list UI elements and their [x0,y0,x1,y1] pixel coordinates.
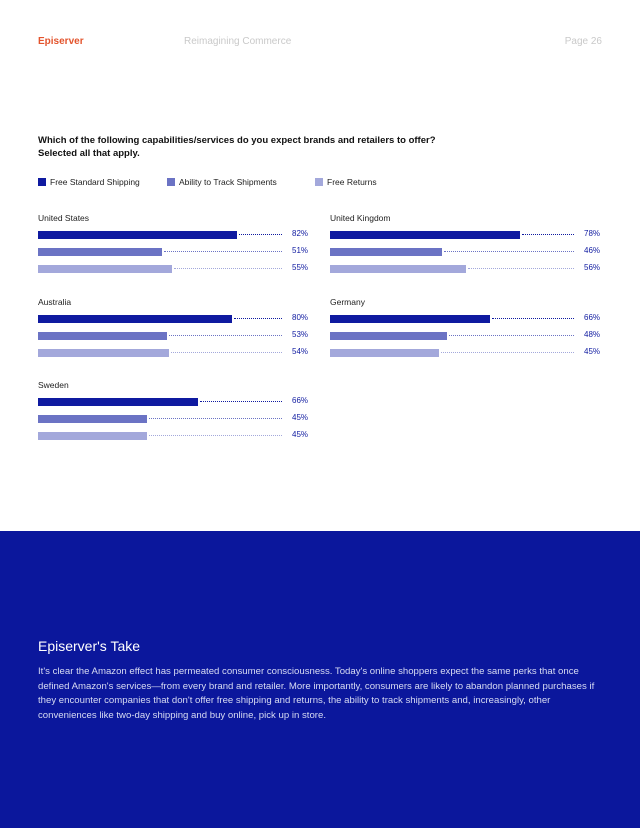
country-label: Sweden [38,380,69,390]
country-label: United Kingdom [330,213,391,223]
bar-row-free-standard-shipping [330,315,602,323]
dotted-leader-line [492,318,574,319]
country-panel-germany [330,297,602,359]
bar-row-track-shipments [330,248,602,256]
episerver-take-section [0,531,640,828]
bar-free-returns [330,265,466,273]
country-panel-united-states [38,213,310,275]
bar-track-shipments [330,332,447,340]
bar-row-track-shipments [38,415,310,423]
bar-track-shipments [38,248,162,256]
country-label: United States [38,213,90,223]
bar-free-returns [38,349,169,357]
bar-value-label: 82% [292,229,309,238]
bar-row-free-standard-shipping [38,315,310,323]
country-label: Germany [330,297,365,307]
bar-free-returns [330,349,439,357]
bar-row-track-shipments [38,248,310,256]
dotted-leader-line [449,335,574,336]
bar-track-shipments [330,248,442,256]
dotted-leader-line [239,234,282,235]
bar-track-shipments [38,332,167,340]
page-header [38,36,602,50]
bar-free-standard-shipping [38,398,198,406]
bar-value-label: 51% [292,246,309,255]
survey-question [38,134,468,160]
legend-swatch [38,178,46,186]
dotted-leader-line [522,234,574,235]
country-panel-australia [38,297,310,359]
bar-value-label: 45% [292,413,309,422]
bar-value-label: 56% [584,263,601,272]
bar-value-label: 80% [292,313,309,322]
dotted-leader-line [468,268,574,269]
bar-row-free-returns [330,265,602,273]
bar-free-standard-shipping [330,231,520,239]
legend-label: Free Standard Shipping [50,177,140,187]
legend-swatch [315,178,323,186]
bar-value-label: 53% [292,330,309,339]
bar-free-standard-shipping [38,315,232,323]
country-panel-united-kingdom [330,213,602,275]
bar-value-label: 78% [584,229,601,238]
take-title: Episerver's Take [38,638,141,654]
dotted-leader-line [164,251,282,252]
legend-swatch [167,178,175,186]
brand-name: Episerver [38,36,84,47]
bar-value-label: 45% [292,430,309,439]
take-body: It's clear the Amazon effect has permeated consumer consciousness. Today's online shoppers expect the same perks that once defined Amazon's services—from every brand and retailer. More importantly, consumers are likely to abandon planned purchases if they encounter companies that don't offer free shipping and returns, the ability to track shipments and, increasingly, other conveniences like two-day shipping and buy online, pick up in store. [38,666,595,721]
dotted-leader-line [234,318,282,319]
bar-row-free-returns [330,349,602,357]
report-title: Reimagining Commerce [184,36,292,47]
dotted-leader-line [444,251,574,252]
dotted-leader-line [171,352,282,353]
bar-row-free-standard-shipping [330,231,602,239]
dotted-leader-line [169,335,282,336]
dotted-leader-line [441,352,574,353]
legend-label: Ability to Track Shipments [179,177,277,187]
bar-value-label: 66% [292,396,309,405]
bar-row-track-shipments [38,332,310,340]
bar-free-returns [38,265,172,273]
bar-free-returns [38,432,147,440]
dotted-leader-line [200,401,282,402]
legend-item-track-shipments [167,177,277,187]
bar-row-track-shipments [330,332,602,340]
country-panel-sweden [38,380,310,442]
bar-value-label: 46% [584,246,601,255]
bar-free-standard-shipping [38,231,237,239]
bar-value-label: 48% [584,330,601,339]
bar-row-free-returns [38,432,310,440]
country-label: Australia [38,297,72,307]
dotted-leader-line [149,435,282,436]
question-instruction: Selected all that apply. [38,148,140,159]
bar-row-free-standard-shipping [38,398,310,406]
bar-value-label: 66% [584,313,601,322]
bar-track-shipments [38,415,147,423]
question-text: Which of the following capabilities/services do you expect brands and retailers to offer? [38,135,436,146]
dotted-leader-line [174,268,282,269]
bar-value-label: 54% [292,347,309,356]
legend-item-free-standard-shipping [38,177,140,187]
bar-free-standard-shipping [330,315,490,323]
legend-label: Free Returns [327,177,377,187]
bar-row-free-returns [38,265,310,273]
bar-row-free-standard-shipping [38,231,310,239]
bar-row-free-returns [38,349,310,357]
page-number: Page 26 [564,36,602,47]
bar-value-label: 45% [584,347,601,356]
bar-value-label: 55% [292,263,309,272]
legend-item-free-returns [315,177,377,187]
dotted-leader-line [149,418,282,419]
